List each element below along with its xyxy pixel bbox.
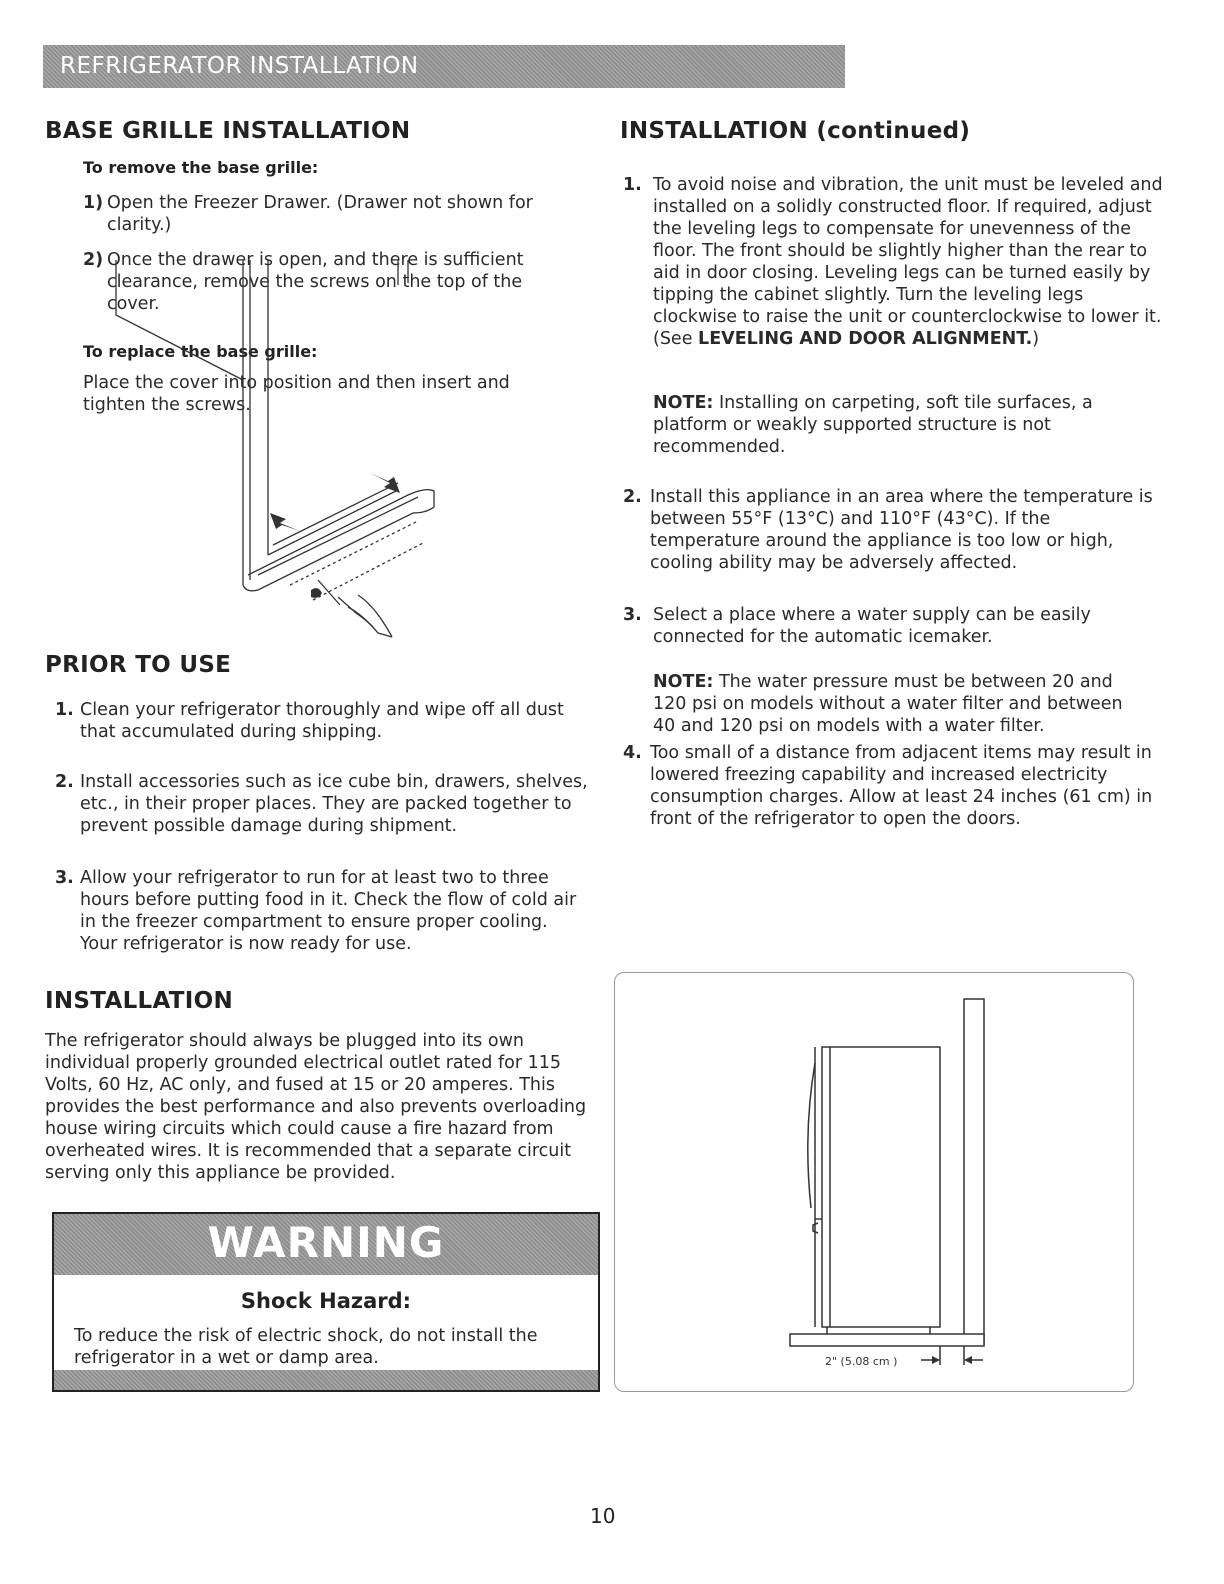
clearance-diagram: [615, 973, 1132, 1390]
install-item-4: 4. Too small of a distance from adjacent items may result in lowered freezing capability and increased electricity consumption charges. Allow at least 24 inches (61 cm) in front of the refrigerator to open the doors.: [623, 743, 1153, 829]
prior-to-use-title: PRIOR TO USE: [45, 652, 232, 678]
installation-text: The refrigerator should always be plugged into its own individual properly grounded electrical outlet rated for 115 Volts, 60 Hz, AC only, and fused at 15 or 20 amperes. This provides the best performance and also prevents overloading house wiring circuits which could cause a fire hazard from overheated wires. It is recommended that a separate circuit serving only this appliance be provided.: [45, 1031, 587, 1183]
warning-title: WARNING: [207, 1218, 445, 1267]
remove-step-2: 2) Once the drawer is open, and there is sufficient clearance, remove the screws on the top of the cover.: [83, 250, 524, 314]
installation-continued-title: INSTALLATION (continued): [620, 118, 971, 144]
clearance-diagram-box: [614, 972, 1134, 1392]
install-item-3: 3. Select a place where a water supply can be easily connected for the automatic icemaker.: [623, 605, 1091, 647]
replace-heading: To replace the base grille:: [83, 342, 318, 361]
remove-heading: To remove the base grille:: [83, 158, 319, 177]
section-banner: [43, 45, 845, 88]
warning-footer-bar: [54, 1370, 598, 1390]
warning-header: [54, 1214, 598, 1275]
install-note-2: NOTE: The water pressure must be between 20 and 120 psi on models without a water filter and between 40 and 120 psi on models with a water filter.: [653, 672, 1123, 736]
banner-title: REFRIGERATOR INSTALLATION: [60, 53, 419, 79]
install-note-1: NOTE: Installing on carpeting, soft tile surfaces, a platform or weakly supported structure is not recommended.: [653, 393, 1093, 457]
note-label: NOTE:: [653, 393, 714, 413]
remove-step-1: 1) Open the Freezer Drawer. (Drawer not shown for clarity.): [83, 193, 533, 235]
install-item-2: 2. Install this appliance in an area where the temperature is between 55°F (13°C) and 110°F (43°C). If the temperature around the appliance is too low or high, cooling ability may be adversely affected.: [623, 487, 1153, 573]
prior-item-3: 3. Allow your refrigerator to run for at least two to three hours before putting food in it. Check the flow of cold air in the freezer compartment to ensure proper cooling. Your refrigerator is now ready for use.: [55, 868, 577, 954]
base-grille-illustration: [108, 255, 438, 640]
install-item-1: 1. To avoid noise and vibration, the unit must be leveled and installed on a solidly constructed floor. If required, adjust the leveling legs to compensate for unevenness of the floor. The front should be slightly higher than the rear to aid in door closing. Leveling legs can be turned easily by tipping the cabinet slightly. Turn the leveling legs clockwise to raise the unit or counterclockwise to lower it. (See LEVELING AND DOOR ALIGNMENT.): [623, 175, 1163, 349]
clearance-label: 2" (5.08 cm ): [825, 1355, 898, 1368]
warning-text: To reduce the risk of electric shock, do not install the refrigerator in a wet or damp area.: [74, 1326, 538, 1368]
prior-item-1: 1. Clean your refrigerator thoroughly and wipe off all dust that accumulated during shipping.: [55, 700, 564, 742]
warning-body: [54, 1275, 598, 1370]
install-item-1-text: To avoid noise and vibration, the unit must be leveled and installed on a solidly constructed floor. If required, adjust the leveling legs to compensate for unevenness of the floor. The front should be slightly higher than the rear to aid in door closing. Leveling legs can be turned easily by tipping the cabinet slightly. Turn the leveling legs clockwise to raise the unit or counterclockwise to lower it. (See: [653, 175, 1163, 349]
base-grille-title: BASE GRILLE INSTALLATION: [45, 118, 411, 144]
prior-item-2: 2. Install accessories such as ice cube bin, drawers, shelves, etc., in their proper places. They are packed together to prevent possible damage during shipment.: [55, 772, 588, 836]
leveling-reference: LEVELING AND DOOR ALIGNMENT.: [698, 329, 1033, 349]
replace-text: Place the cover into position and then insert and tighten the screws.: [83, 373, 510, 415]
warning-box: [52, 1212, 600, 1392]
page-number: 10: [590, 1504, 616, 1528]
warning-subtitle: Shock Hazard:: [240, 1289, 412, 1313]
note-label: NOTE:: [653, 672, 714, 692]
installation-title: INSTALLATION: [45, 988, 234, 1014]
